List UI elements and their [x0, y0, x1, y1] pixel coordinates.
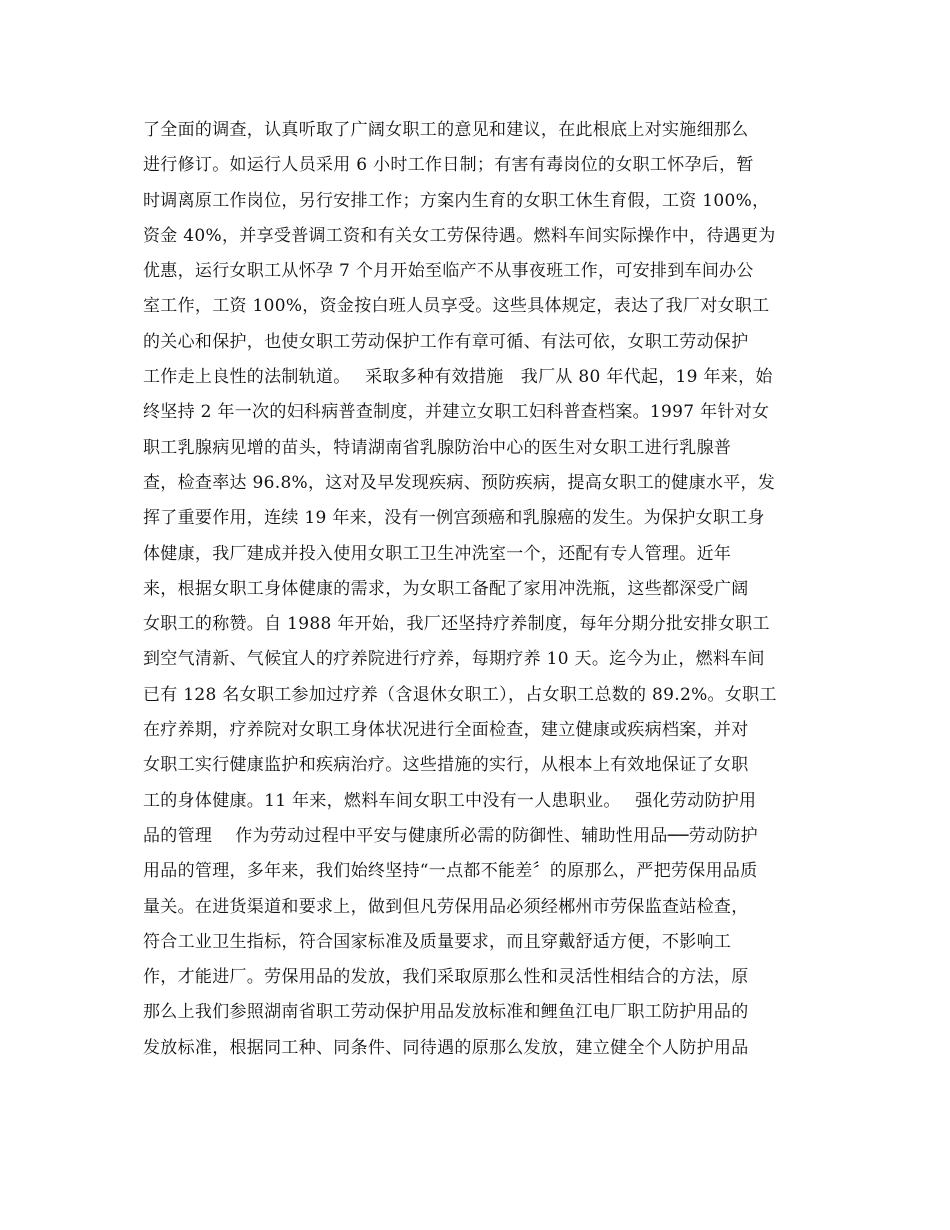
text-line: 挥了重要作用，连续 19 年来，没有一例宫颈癌和乳腺癌的发生。为保护女职工身 [143, 508, 765, 529]
text-line: 职工乳腺病见增的苗头，特请湖南省乳腺防治中心的医生对女职工进行乳腺普 [143, 437, 732, 458]
text-line: 量关。在进货渠道和要求上，做到但凡劳保用品必须经郴州市劳保监查站检查， [143, 896, 749, 917]
text-line: 体健康，我厂建成并投入使用女职工卫生冲洗室一个，还配有专人管理。近年 [143, 543, 732, 564]
text-line: 到空气清新、气候宜人的疗养院进行疗养，每期疗养 10 天。迄今为止，燃料车间 [143, 649, 765, 670]
text-line: 女职工实行健康监护和疾病治疗。这些措施的实行，从根本上有效地保证了女职 [143, 755, 749, 776]
text-line: 女职工的称赞。自 1988 年开始，我厂还坚持疗养制度，每年分期分批安排女职工 [143, 614, 770, 635]
text-line: 时调离原工作岗位，另行安排工作；方案内生育的女职工休生育假，工资 100%， [143, 190, 770, 211]
text-line: 作，才能进厂。劳保用品的发放，我们采取原那么性和灵活性相结合的方法，原 [143, 967, 749, 988]
text-line: 工作走上良性的法制轨道。 采取多种有效措施 我厂从 80 年代起，19 年来，始 [143, 367, 773, 388]
text-line: 的关心和保护，也使女职工劳动保护工作有章可循、有法可依，女职工劳动保护 [143, 331, 749, 352]
text-line: 室工作，工资 100%，资金按白班人员享受。这些具体规定，表达了我厂对女职工 [143, 296, 770, 317]
text-line: 查，检查率达 96.8%，这对及早发现疾病、预防疾病，提高女职工的健康水平，发 [143, 472, 776, 493]
text-line: 了全面的调查，认真听取了广阔女职工的意见和建议，在此根底上对实施细那么 [143, 120, 749, 140]
text-line: 在疗养期，疗养院对女职工身体状况进行全面检查，建立健康或疾病档案，并对 [143, 720, 749, 741]
text-line: 已有 128 名女职工参加过疗养（含退休女职工），占女职工总数的 89.2%。女职工 [143, 684, 777, 705]
text-line: 资金 40%，并享受普调工资和有关女工劳保待遇。燃料车间实际操作中，待遇更为 [143, 225, 776, 246]
text-line: 来，根据女职工身体健康的需求，为女职工备配了家用冲洗瓶，这些都深受广阔 [143, 578, 749, 599]
text-line: 那么上我们参照湖南省职工劳动保护用品发放标准和鲤鱼江电厂职工防护用品的 [143, 1002, 749, 1023]
text-line: 用品的管理，多年来，我们始终坚持“一点都不能差〞的原那么，严把劳保用品质 [143, 861, 758, 882]
text-line: 终坚持 2 年一次的妇科病普查制度，并建立女职工妇科普查档案。1997 年针对女 [143, 402, 770, 423]
text-line: 工的身体健康。11 年来，燃料车间女职工中没有一人患职业。 强化劳动防护用 [143, 790, 757, 811]
text-line: 进行修订。如运行人员采用 6 小时工作日制；有害有毒岗位的女职工怀孕后，暂 [143, 155, 754, 176]
text-line: 优惠，运行女职工从怀孕 7 个月开始至临产不从事夜班工作，可安排到车间办公 [143, 261, 754, 282]
text-line: 符合工业卫生指标，符合国家标准及质量要求，而且穿戴舒适方便，不影响工 [143, 931, 732, 952]
text-line: 发放标准，根据同工种、同条件、同待遇的原那么发放，建立健全个人防护用品 [143, 1037, 749, 1058]
body-text [143, 113, 808, 1066]
text-line: 品的管理 作为劳动过程中平安与健康所必需的防御性、辅助性用品──劳动防护 [143, 825, 758, 846]
